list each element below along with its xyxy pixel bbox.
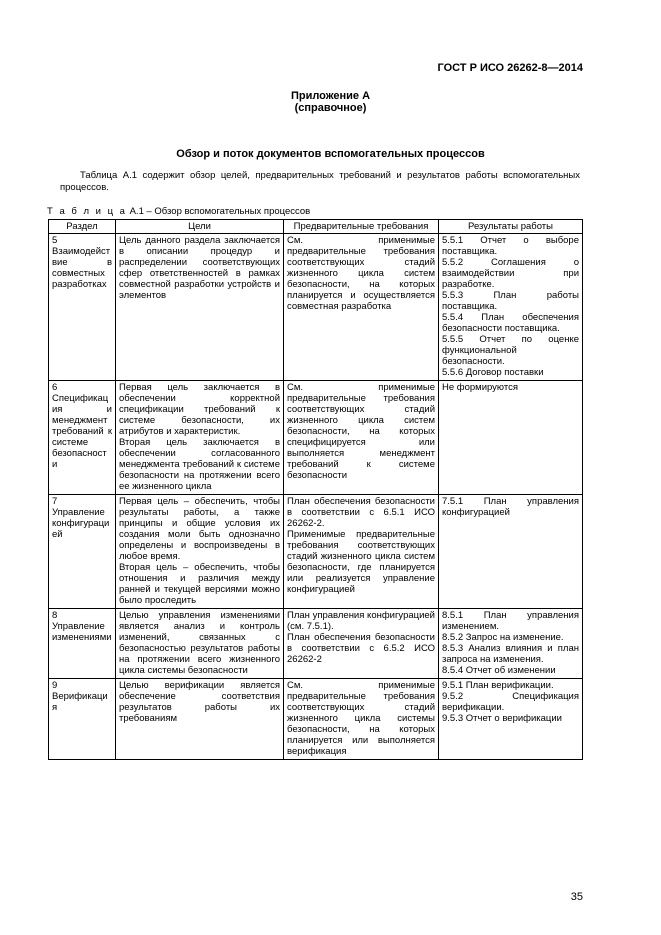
appendix-heading	[0, 90, 661, 114]
cell-results	[439, 495, 583, 609]
cell-prerequisites	[284, 679, 439, 760]
cell-paragraph: 9.5.2 Спецификация верификации.	[442, 691, 579, 713]
cell-paragraph: 5.5.1 Отчет о выборе поставщика.	[442, 235, 579, 257]
cell-results	[439, 609, 583, 679]
table-row	[49, 495, 583, 609]
table-row	[49, 679, 583, 760]
cell-paragraph: План обеспечения безопасности в соответствии с 6.5.2 ИСО 26262-2	[287, 632, 435, 665]
cell-results	[439, 234, 583, 381]
table-caption	[47, 206, 310, 217]
cell-paragraph: См. применимые предварительные требования соответствующих стадий жизненного цикла систем безопасности, на которых планируется и осуществляется совместная разработка	[287, 235, 435, 312]
table-row	[49, 609, 583, 679]
cell-goals	[116, 609, 284, 679]
table-row	[49, 381, 583, 495]
cell-paragraph: См. применимые предварительные требования соответствующих стадий жизненного цикла систем безопасности, на которых специфицируется или выполняется менеджмент требований к системе безопасности	[287, 382, 435, 481]
header-prerequisites: Предварительные требования	[284, 220, 439, 234]
table-caption-prefix: Т а б л и ц а	[47, 206, 127, 217]
cell-paragraph: 8.5.2 Запрос на изменение.	[442, 632, 564, 643]
cell-paragraph: 5.5.2 Соглашения о взаимодействии при разработке.	[442, 257, 579, 290]
appendix-title: Приложение А	[290, 90, 371, 102]
cell-prerequisites	[284, 495, 439, 609]
appendix-subtitle: (справочное)	[294, 102, 367, 114]
cell-goals	[116, 381, 284, 495]
processes-table	[48, 219, 583, 760]
cell-paragraph: 8.5.3 Анализ влияния и план запроса на изменения.	[442, 643, 579, 665]
cell-section: 7 Управление конфигурацией	[49, 495, 116, 609]
cell-paragraph: Вторая цель заключается в обеспечении согласованного менеджмента требований к системе безопасности на протяжении всего ее жизненного цикла	[119, 437, 280, 492]
cell-section: 5 Взаимодействие в совместных разработках	[49, 234, 116, 381]
cell-paragraph: 9.5.1 План верификации.	[442, 680, 554, 691]
intro-paragraph: Таблица А.1 содержит обзор целей, предварительных требований и результатов работы вспомогательных процессов.	[60, 170, 580, 193]
cell-prerequisites	[284, 609, 439, 679]
cell-paragraph: Цель данного раздела заключается в описании процедур и распределении соответствующих сфер ответственностей в рамках совместной разработки устройств и элементов	[119, 235, 280, 301]
cell-paragraph: План управления конфигурацией (см. 7.5.1).	[287, 610, 435, 632]
cell-goals	[116, 495, 284, 609]
cell-section: 9 Верификация	[49, 679, 116, 760]
cell-paragraph: 9.5.3 Отчет о верификации	[442, 713, 562, 724]
cell-paragraph: 5.5.3 План работы поставщика.	[442, 290, 579, 312]
cell-paragraph: Целью верификации является обеспечение соответствия результатов работы их требованиям	[119, 680, 280, 724]
table-header-row	[49, 220, 583, 234]
table-body	[49, 234, 583, 760]
cell-goals	[116, 234, 284, 381]
cell-paragraph: 5.5.4 План обеспечения безопасности поставщика.	[442, 312, 579, 334]
cell-section: 8 Управление изменениями	[49, 609, 116, 679]
cell-paragraph: Вторая цель – обеспечить, чтобы отношения и различия между ранней и текущей версиями можно было проследить	[119, 562, 280, 606]
cell-section: 6 Спецификация и менеджмент требований к системе безопасности	[49, 381, 116, 495]
page-number: 35	[570, 891, 583, 903]
cell-paragraph: Первая цель заключается в обеспечении корректной спецификации требований к системе безопасности, их атрибутов и характеристик.	[119, 382, 280, 437]
table-row	[49, 234, 583, 381]
cell-paragraph: 7.5.1 План управления конфигурацией	[442, 496, 579, 518]
cell-paragraph: План обеспечения безопасности в соответствии с 6.5.1 ИСО 26262-2.	[287, 496, 435, 529]
section-heading: Обзор и поток документов вспомогательных процессов	[176, 148, 485, 160]
cell-paragraph: Применимые предварительные требования соответствующих стадий жизненного цикла систем безопасности, где планируется или реализуется управление конфигурацией	[287, 529, 435, 595]
cell-paragraph: 8.5.4 Отчет об изменении	[442, 665, 556, 676]
header-section: Раздел	[49, 220, 116, 234]
cell-results	[439, 381, 583, 495]
cell-paragraph: 8.5.1 План управления изменением.	[442, 610, 579, 632]
cell-prerequisites	[284, 381, 439, 495]
standard-designation: ГОСТ Р ИСО 26262-8—2014	[437, 62, 583, 74]
cell-paragraph: Не формируются	[442, 382, 518, 393]
cell-prerequisites	[284, 234, 439, 381]
cell-paragraph: 5.5.6 Договор поставки	[442, 367, 544, 378]
cell-paragraph: Первая цель – обеспечить, чтобы результаты работы, а также принципы и общие условия их создания моли быть однозначно определены и воспроизведены в любое время.	[119, 496, 280, 562]
header-results: Результаты работы	[439, 220, 583, 234]
cell-paragraph: Целью управления изменениями является анализ и контроль изменений, связанных с безопасностью результатов работы на протяжении всего жизненного цикла системы безопасности	[119, 610, 280, 676]
header-goals: Цели	[116, 220, 284, 234]
cell-results	[439, 679, 583, 760]
cell-goals	[116, 679, 284, 760]
table-caption-text: А.1 – Обзор вспомогательных процессов	[126, 206, 311, 217]
cell-paragraph: 5.5.5 Отчет по оценке функциональной безопасности.	[442, 334, 579, 367]
cell-paragraph: См. применимые предварительные требования соответствующих стадий жизненного цикла системы безопасности, на которых планируется или выполняется верификация	[287, 680, 435, 757]
